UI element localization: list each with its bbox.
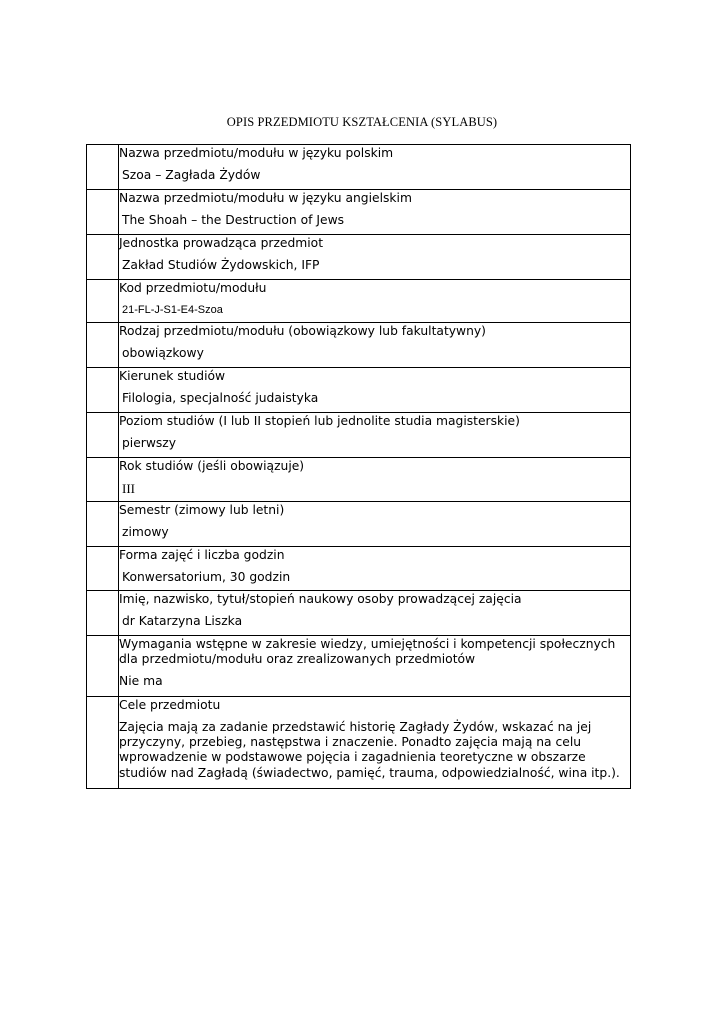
row-content-cell [119,591,631,636]
field-label: Semestr (zimowy lub letni) [119,503,285,517]
row-number-cell [87,413,119,458]
field-label: Rodzaj przedmiotu/modułu (obowiązkowy lub fakultatywny) [119,324,486,338]
row-content-cell [119,697,631,789]
row-content-cell [119,368,631,413]
paragraph-line: studiów nad Zagładą (świadectwo, pamięć, trauma, odpowiedzialność, wina itp.). [119,765,620,780]
row-number-cell [87,145,119,190]
field-label: Poziom studiów (I lub II stopień lub jednolite studia magisterskie) [119,414,520,428]
table-row [87,145,631,190]
field-value: Zakład Studiów Żydowskich, IFP [122,258,320,272]
field-label: Rok studiów (jeśli obowiązuje) [119,459,305,473]
table-row [87,280,631,323]
row-content-cell [119,458,631,502]
row-content-cell [119,636,631,697]
table-row [87,368,631,413]
row-content-cell [119,323,631,368]
syllabus-table [86,144,631,789]
field-value: zimowy [122,525,169,539]
row-number-cell [87,502,119,547]
paragraph-line: przyczyny, przebieg, następstwa i znaczenie. Ponadto zajęcia mają na celu [119,735,582,750]
row-content-cell [119,235,631,280]
field-label-line: dla przedmiotu/modułu oraz zrealizowanych przedmiotów [119,652,476,666]
field-label: Kierunek studiów [119,369,226,383]
row-number-cell [87,280,119,323]
row-content-cell [119,190,631,235]
table-row [87,591,631,636]
document-title: OPIS PRZEDMIOTU KSZTAŁCENIA (SYLABUS) [226,115,498,129]
row-number-cell [87,458,119,502]
field-value: obowiązkowy [122,346,204,360]
field-label: Cele przedmiotu [119,698,221,712]
field-value: pierwszy [122,436,177,450]
row-number-cell [87,547,119,591]
row-number-cell [87,235,119,280]
table-row [87,547,631,591]
row-number-cell [87,697,119,789]
table-row [87,636,631,697]
row-content-cell [119,413,631,458]
field-value: III [122,481,135,496]
row-content-cell [119,280,631,323]
field-value: Konwersatorium, 30 godzin [122,570,291,584]
field-label: Nazwa przedmiotu/modułu w języku polskim [119,146,394,160]
table-row [87,458,631,502]
field-value: Filologia, specjalność judaistyka [122,391,319,405]
field-label: Jednostka prowadząca przedmiot [119,236,324,250]
field-label [119,637,630,667]
field-label-line: Wymagania wstępne w zakresie wiedzy, umiejętności i kompetencji społecznych [119,637,616,651]
field-value: Szoa – Zagłada Żydów [122,168,261,182]
row-content-cell [119,547,631,591]
row-number-cell [87,368,119,413]
field-label: Nazwa przedmiotu/modułu w języku angielskim [119,191,412,205]
table-row [87,235,631,280]
table-row [87,413,631,458]
row-content-cell [119,502,631,547]
table-row [87,323,631,368]
field-value-paragraph [119,720,630,787]
paragraph-line: Zajęcia mają za zadanie przedstawić historię Zagłady Żydów, wskazać na jej [119,720,592,734]
table-row [87,697,631,789]
row-content-cell [119,145,631,190]
row-number-cell [87,190,119,235]
row-number-cell [87,591,119,636]
table-row [87,190,631,235]
row-number-cell [87,323,119,368]
field-value: The Shoah – the Destruction of Jews [122,213,345,227]
table-row [87,502,631,547]
field-label: Forma zajęć i liczba godzin [119,548,285,562]
row-number-cell [87,636,119,697]
field-value: 21-FL-J-S1-E4-Szoa [122,304,223,316]
field-value: Nie ma [119,674,163,688]
field-label: Imię, nazwisko, tytuł/stopień naukowy osoby prowadzącej zajęcia [119,592,522,606]
field-label: Kod przedmiotu/modułu [119,281,267,295]
paragraph-line: wprowadzenie w podstawowe pojęcia i zagadnienia teoretyczne w obszarze [119,750,586,765]
field-value: dr Katarzyna Liszka [122,614,243,628]
